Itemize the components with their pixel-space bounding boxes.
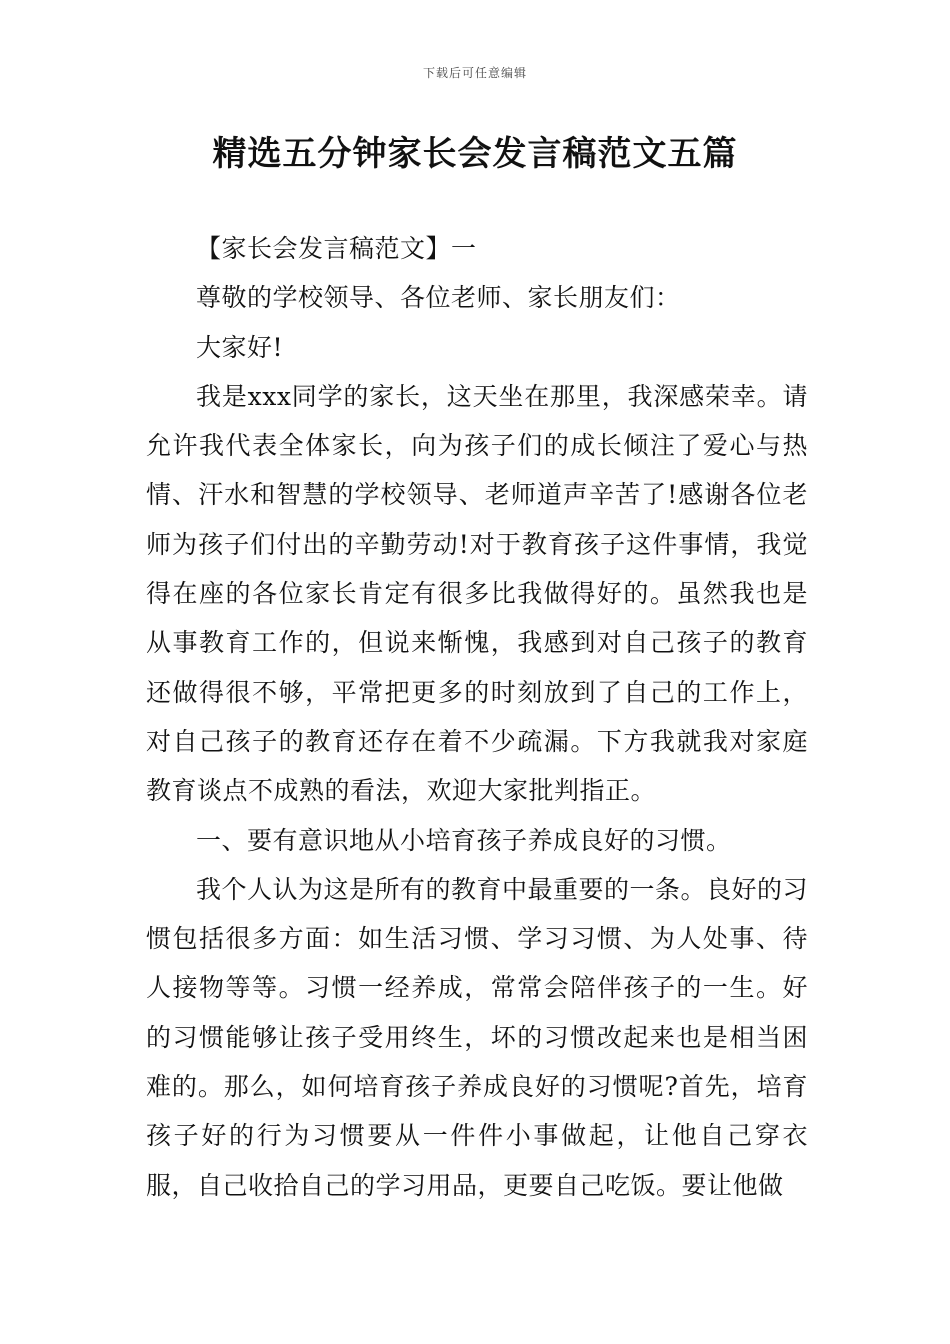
document-title: 精选五分钟家长会发言稿范文五篇 (212, 134, 738, 174)
paragraph-salutation: 尊敬的学校领导、各位老师、家长朋友们： (196, 283, 681, 313)
paragraph-point-one-heading: 一、要有意识地从小培育孩子养成良好的习惯。 (196, 825, 732, 855)
document-body (146, 224, 808, 1210)
paragraph-point-one-body: 我个人认为这是所有的教育中最重要的一条。良好的习惯包括很多方面：如生活习惯、学习习惯、为人处事、待人接物等等。习惯一经养成，常常会陪伴孩子的一生。好的习惯能够让孩子受用终生，坏的习惯改起来也是相当困难的。那么，如何培育孩子养成良好的习惯呢?首先，培育孩子好的行为习惯要从一件件小事做起，让他自己穿衣服，自己收拾自己的学习用品，更要自己吃饭。要让他做 (146, 874, 809, 1200)
paragraph-greeting: 大家好! (196, 332, 284, 362)
paragraph-section-heading: 【家长会发言稿范文】一 (196, 234, 477, 263)
paragraph-introduction: 我是xxx同学的家长，这天坐在那里，我深感荣幸。请允许我代表全体家长，向为孩子们的成长倾注了爱心与热情、汗水和智慧的学校领导、老师道声辛苦了!感谢各位老师为孩子们付出的辛勤劳动!对于教育孩子这件事情，我觉得在座的各位家长肯定有很多比我做得好的。虽然我也是从事教育工作的，但说来惭愧，我感到对自己孩子的教育还做得很不够，平常把更多的时刻放到了自己的工作上，对自己孩子的教育还存在着不少疏漏。下方我就我对家庭教育谈点不成熟的看法，欢迎大家批判指正。 (146, 381, 808, 806)
header-note: 下载后可任意编辑 (422, 66, 527, 80)
